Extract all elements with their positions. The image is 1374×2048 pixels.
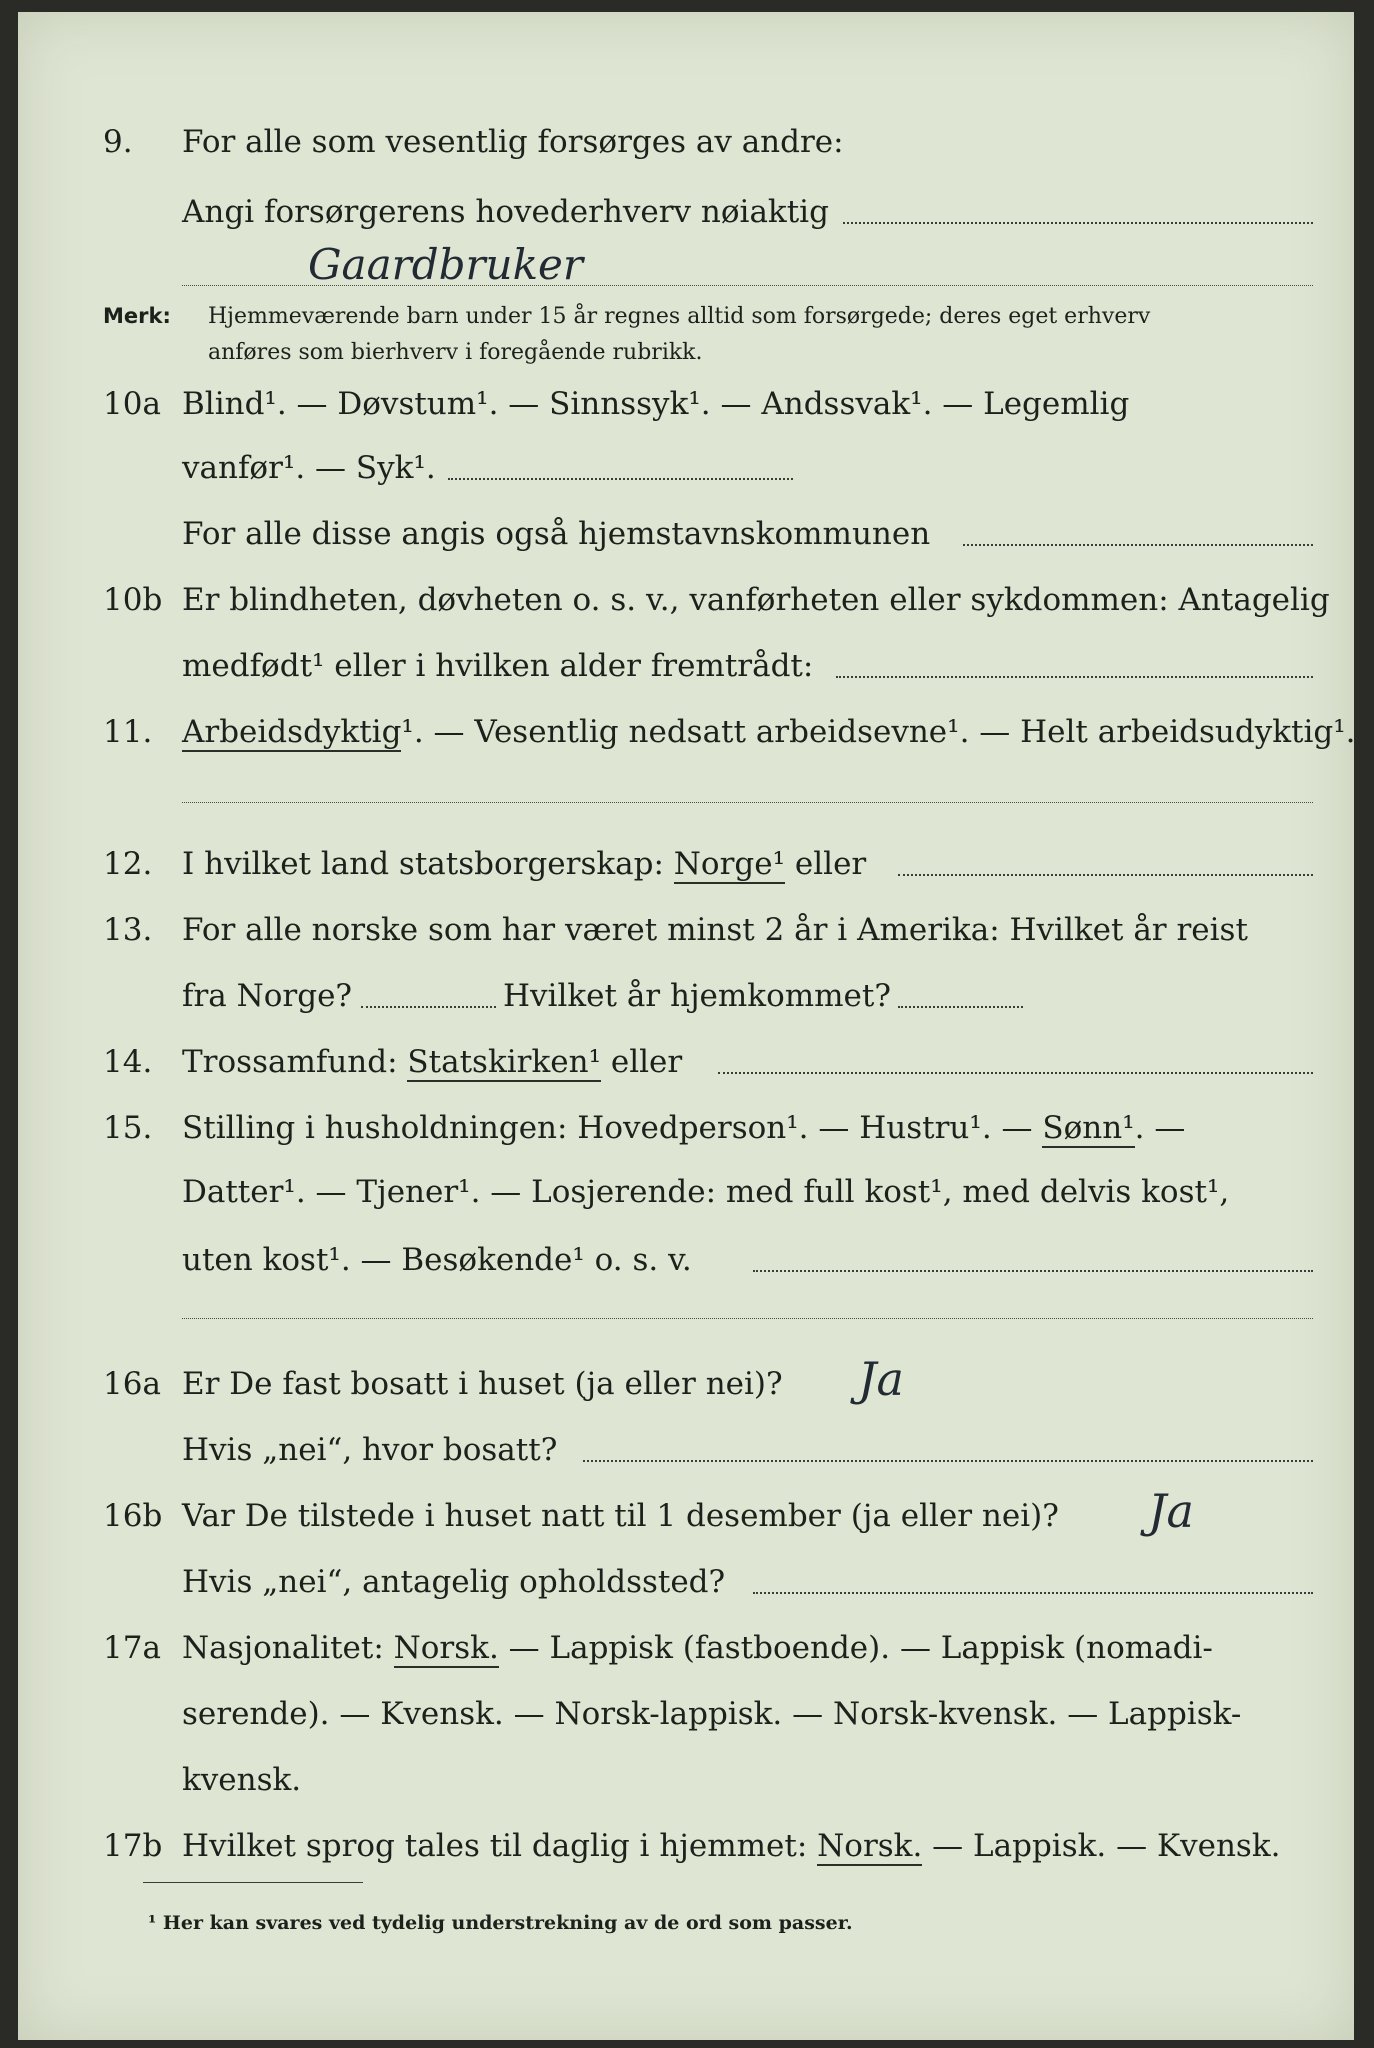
q17b-suffix: — Lappisk. — Kvensk. [932, 1828, 1281, 1864]
q10b-fill-line [836, 676, 1313, 678]
q10a-line1: Blind¹. — Døvstum¹. — Sinnssyk¹. — Andssvak¹. — Legemlig [182, 386, 1130, 422]
q15-line1-suffix: . — [1134, 1110, 1186, 1146]
q17b-number: 17b [103, 1828, 163, 1864]
q16b-line2: Hvis „nei“, antagelig opholdssted? [182, 1564, 726, 1600]
q10a-line2: vanfør¹. — Syk¹. [182, 450, 436, 486]
q14-prefix: Trossamfund: [182, 1044, 398, 1080]
q12-number: 12. [103, 846, 153, 882]
q12-underlined-option: Norge¹ [673, 846, 786, 882]
q16a-line1: Er De fast bosatt i huset (ja eller nei)? [182, 1366, 783, 1402]
q15-fill-line [753, 1270, 1313, 1272]
q14-suffix: eller [610, 1044, 683, 1080]
q17b-prefix: Hvilket sprog tales til daglig i hjemmet: [182, 1828, 808, 1864]
q12-text [182, 844, 866, 884]
q17b-text [182, 1826, 1280, 1866]
q11-answer-line [182, 802, 1313, 803]
q13-fill-line-1 [361, 1006, 496, 1008]
q15-number: 15. [103, 1110, 153, 1146]
q11-text [182, 712, 1356, 752]
q16a-line2: Hvis „nei“, hvor bosatt? [182, 1432, 558, 1468]
q9-number: 9. [103, 124, 133, 160]
q16a-fill-line [583, 1460, 1313, 1462]
q16b-number: 16b [103, 1498, 163, 1534]
q10a-line3: For alle disse angis også hjemstavnskommunen [182, 516, 931, 552]
q16b-handwritten-answer: Ja [1148, 1484, 1194, 1538]
q15-line1-prefix: Stilling i husholdningen: Hovedperson¹. — Hustru¹. — [182, 1110, 1033, 1146]
q14-underlined-option: Statskirken¹ [407, 1044, 601, 1080]
q9-handwritten-answer: Gaardbruker [308, 240, 583, 289]
q9-line2: Angi forsørgerens hovederhverv nøiaktig [182, 194, 829, 230]
q14-fill-line [718, 1072, 1313, 1074]
q13-number: 13. [103, 912, 153, 948]
merk-line2: anføres som bierhverv i foregående rubrikk. [208, 340, 703, 365]
q15-answer-line [182, 1318, 1313, 1319]
footnote: ¹ Her kan svares ved tydelig understrekning av de ord som passer. [148, 1912, 853, 1934]
q9-line1: For alle som vesentlig forsørges av andre: [182, 124, 844, 160]
footnote-divider [143, 1882, 363, 1883]
merk-label: Merk: [103, 304, 171, 328]
q14-text [182, 1042, 682, 1082]
q17a-line2: serende). — Kvensk. — Norsk-lappisk. — Norsk-kvensk. — Lappisk- [182, 1696, 1242, 1732]
q16a-number: 16a [103, 1366, 161, 1402]
q17a-line1 [182, 1628, 1213, 1668]
q11-underlined-option: Arbeidsdyktig [182, 714, 402, 750]
q17a-line3: kvensk. [182, 1762, 302, 1798]
q9-fill-line [843, 222, 1313, 224]
q10a-number: 10a [103, 386, 161, 422]
q9-answer-line [182, 285, 1313, 286]
q15-line1 [182, 1108, 1185, 1148]
q16b-fill-line [753, 1592, 1313, 1594]
q11-number: 11. [103, 714, 153, 750]
q10b-number: 10b [103, 582, 163, 618]
q15-line2: Datter¹. — Tjener¹. — Losjerende: med full kost¹, med delvis kost¹, [182, 1174, 1230, 1210]
q13-line1: For alle norske som har været minst 2 år i Amerika: Hvilket år reist [182, 912, 1248, 948]
q13-fill-line-2 [898, 1006, 1023, 1008]
q17a-underlined-option: Norsk. [393, 1630, 499, 1666]
q13-line2a: fra Norge? [182, 978, 353, 1014]
q11-rest: ¹. — Vesentlig nedsatt arbeidsevne¹. — Helt arbeidsudyktig¹. [401, 714, 1356, 750]
q12-fill-line [898, 874, 1313, 876]
q10b-line2: medfødt¹ eller i hvilken alder fremtrådt: [182, 648, 814, 684]
q14-number: 14. [103, 1044, 153, 1080]
q10a-fill-line-2 [963, 544, 1313, 546]
q17a-prefix: Nasjonalitet: [182, 1630, 384, 1666]
q13-line2b: Hvilket år hjemkommet? [503, 978, 891, 1014]
q17b-underlined-option: Norsk. [817, 1828, 923, 1864]
q16a-handwritten-answer: Ja [858, 1352, 904, 1406]
q15-underlined-option: Sønn¹ [1042, 1110, 1135, 1146]
q10a-fill-line-1 [448, 478, 793, 480]
q15-line3: uten kost¹. — Besøkende¹ o. s. v. [182, 1242, 692, 1278]
q17a-line1-rest: — Lappisk (fastboende). — Lappisk (nomadi- [508, 1630, 1213, 1666]
q16b-line1: Var De tilstede i huset natt til 1 desember (ja eller nei)? [182, 1498, 1059, 1534]
q12-prefix: I hvilket land statsborgerskap: [182, 846, 664, 882]
q12-suffix: eller [794, 846, 867, 882]
census-form-page [18, 12, 1354, 2040]
merk-line1: Hjemmeværende barn under 15 år regnes alltid som forsørgede; deres eget erhverv [208, 304, 1151, 329]
q17a-number: 17a [103, 1630, 161, 1666]
q10b-line1: Er blindheten, døvheten o. s. v., vanførheten eller sykdommen: Antagelig [182, 582, 1330, 618]
